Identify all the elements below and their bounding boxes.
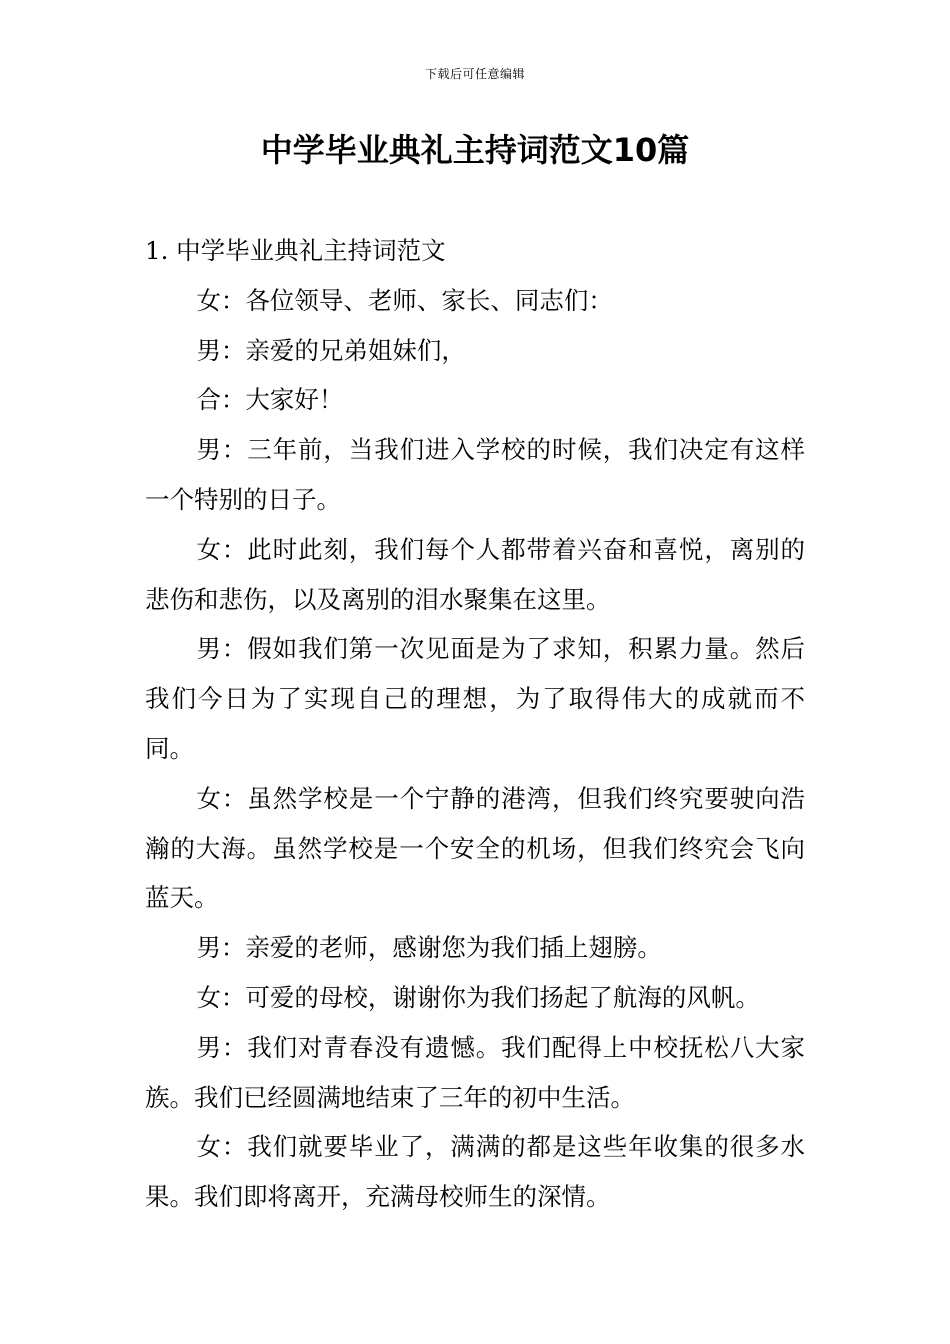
- paragraph-6: 男：假如我们第一次见面是为了求知，积累力量。然后我们今日为了实现自己的理想，为了取得伟大的成就而不同。: [145, 634, 805, 763]
- document-body: [145, 226, 805, 1222]
- section-heading: 1. 中学毕业典礼主持词范文: [145, 236, 446, 265]
- paragraph-11: 女：我们就要毕业了，满满的都是这些年收集的很多水果。我们即将离开，充满母校师生的深情。: [145, 1132, 805, 1212]
- paragraph-1: 女：各位领导、老师、家长、同志们：: [196, 285, 613, 315]
- paragraph-3: 合：大家好！: [196, 385, 344, 415]
- paragraph-2: 男：亲爱的兄弟姐妹们，: [196, 335, 466, 365]
- paragraph-5: 女：此时此刻，我们每个人都带着兴奋和喜悦，离别的悲伤和悲伤，以及离别的泪水聚集在这里。: [145, 534, 805, 614]
- header-note: 下载后可任意编辑: [424, 67, 525, 81]
- paragraph-7: 女：虽然学校是一个宁静的港湾，但我们终究要驶向浩瀚的大海。虽然学校是一个安全的机场，但我们终究会飞向蓝天。: [145, 783, 805, 913]
- paragraph-4: 男：三年前，当我们进入学校的时候，我们决定有这样一个特别的日子。: [145, 435, 805, 514]
- paragraph-10: 男：我们对青春没有遗憾。我们配得上中校抚松八大家族。我们已经圆满地结束了三年的初中生活。: [145, 1032, 805, 1112]
- document-title: 中学毕业典礼主持词范文10篇: [260, 131, 690, 169]
- paragraph-8: 男：亲爱的老师，感谢您为我们插上翅膀。: [196, 933, 662, 963]
- paragraph-9: 女：可爱的母校，谢谢你为我们扬起了航海的风帆。: [196, 982, 760, 1012]
